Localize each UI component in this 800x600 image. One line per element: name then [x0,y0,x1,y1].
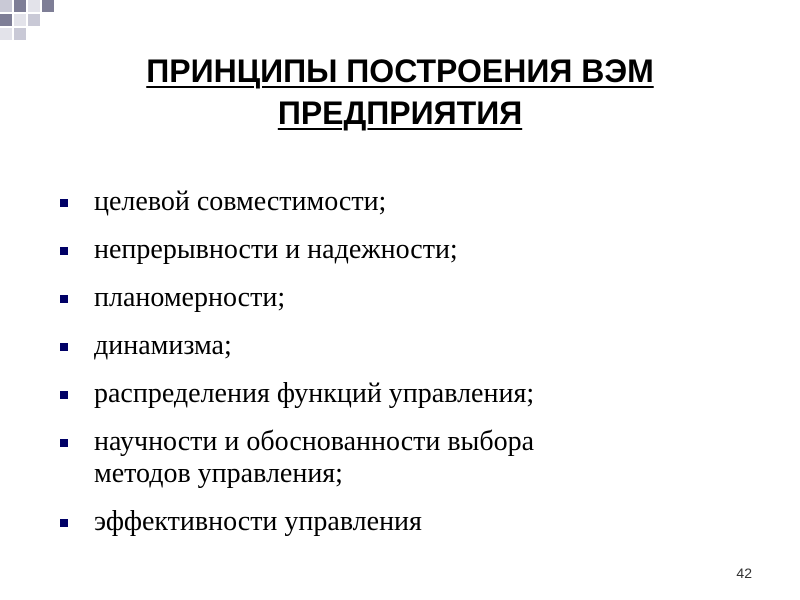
page-number: 42 [736,565,752,581]
deco-square [0,0,12,12]
list-item [58,378,698,410]
list-item [58,426,698,490]
list-item [58,506,698,538]
list-item-text: распределения функций управления; [94,378,535,409]
deco-square [28,14,40,26]
title-line: ПРИНЦИПЫ ПОСТРОЕНИЯ ВЭМ [146,53,654,89]
list-item-text: научности и обоснованности выбора [94,426,535,457]
bullet-square-icon [60,295,68,303]
bullet-square-icon [60,391,68,399]
principles-list [58,186,698,554]
bullet-square-icon [60,199,68,207]
list-item-text-continuation: методов управления; [94,458,343,489]
deco-square [14,0,26,12]
slide-title [40,50,760,134]
bullet-square-icon [60,439,68,447]
list-item-text: целевой совместимости; [94,186,387,217]
bullet-square-icon [60,343,68,351]
deco-square [14,28,26,40]
list-item [58,282,698,314]
decorative-squares-pattern [0,0,60,50]
list-item-text: эффективности управления [94,506,422,537]
list-item-text: динамизма; [94,330,232,361]
list-item [58,234,698,266]
title-line: ПРЕДПРИЯТИЯ [277,95,523,131]
list-item [58,186,698,218]
list-item-text: планомерности; [94,282,286,313]
deco-square [42,0,54,12]
list-item [58,330,698,362]
deco-square [14,14,26,26]
deco-square [0,14,12,26]
deco-square [28,0,40,12]
bullet-square-icon [60,247,68,255]
bullet-square-icon [60,519,68,527]
list-item-text: непрерывности и надежности; [94,234,458,265]
deco-square [0,28,12,40]
